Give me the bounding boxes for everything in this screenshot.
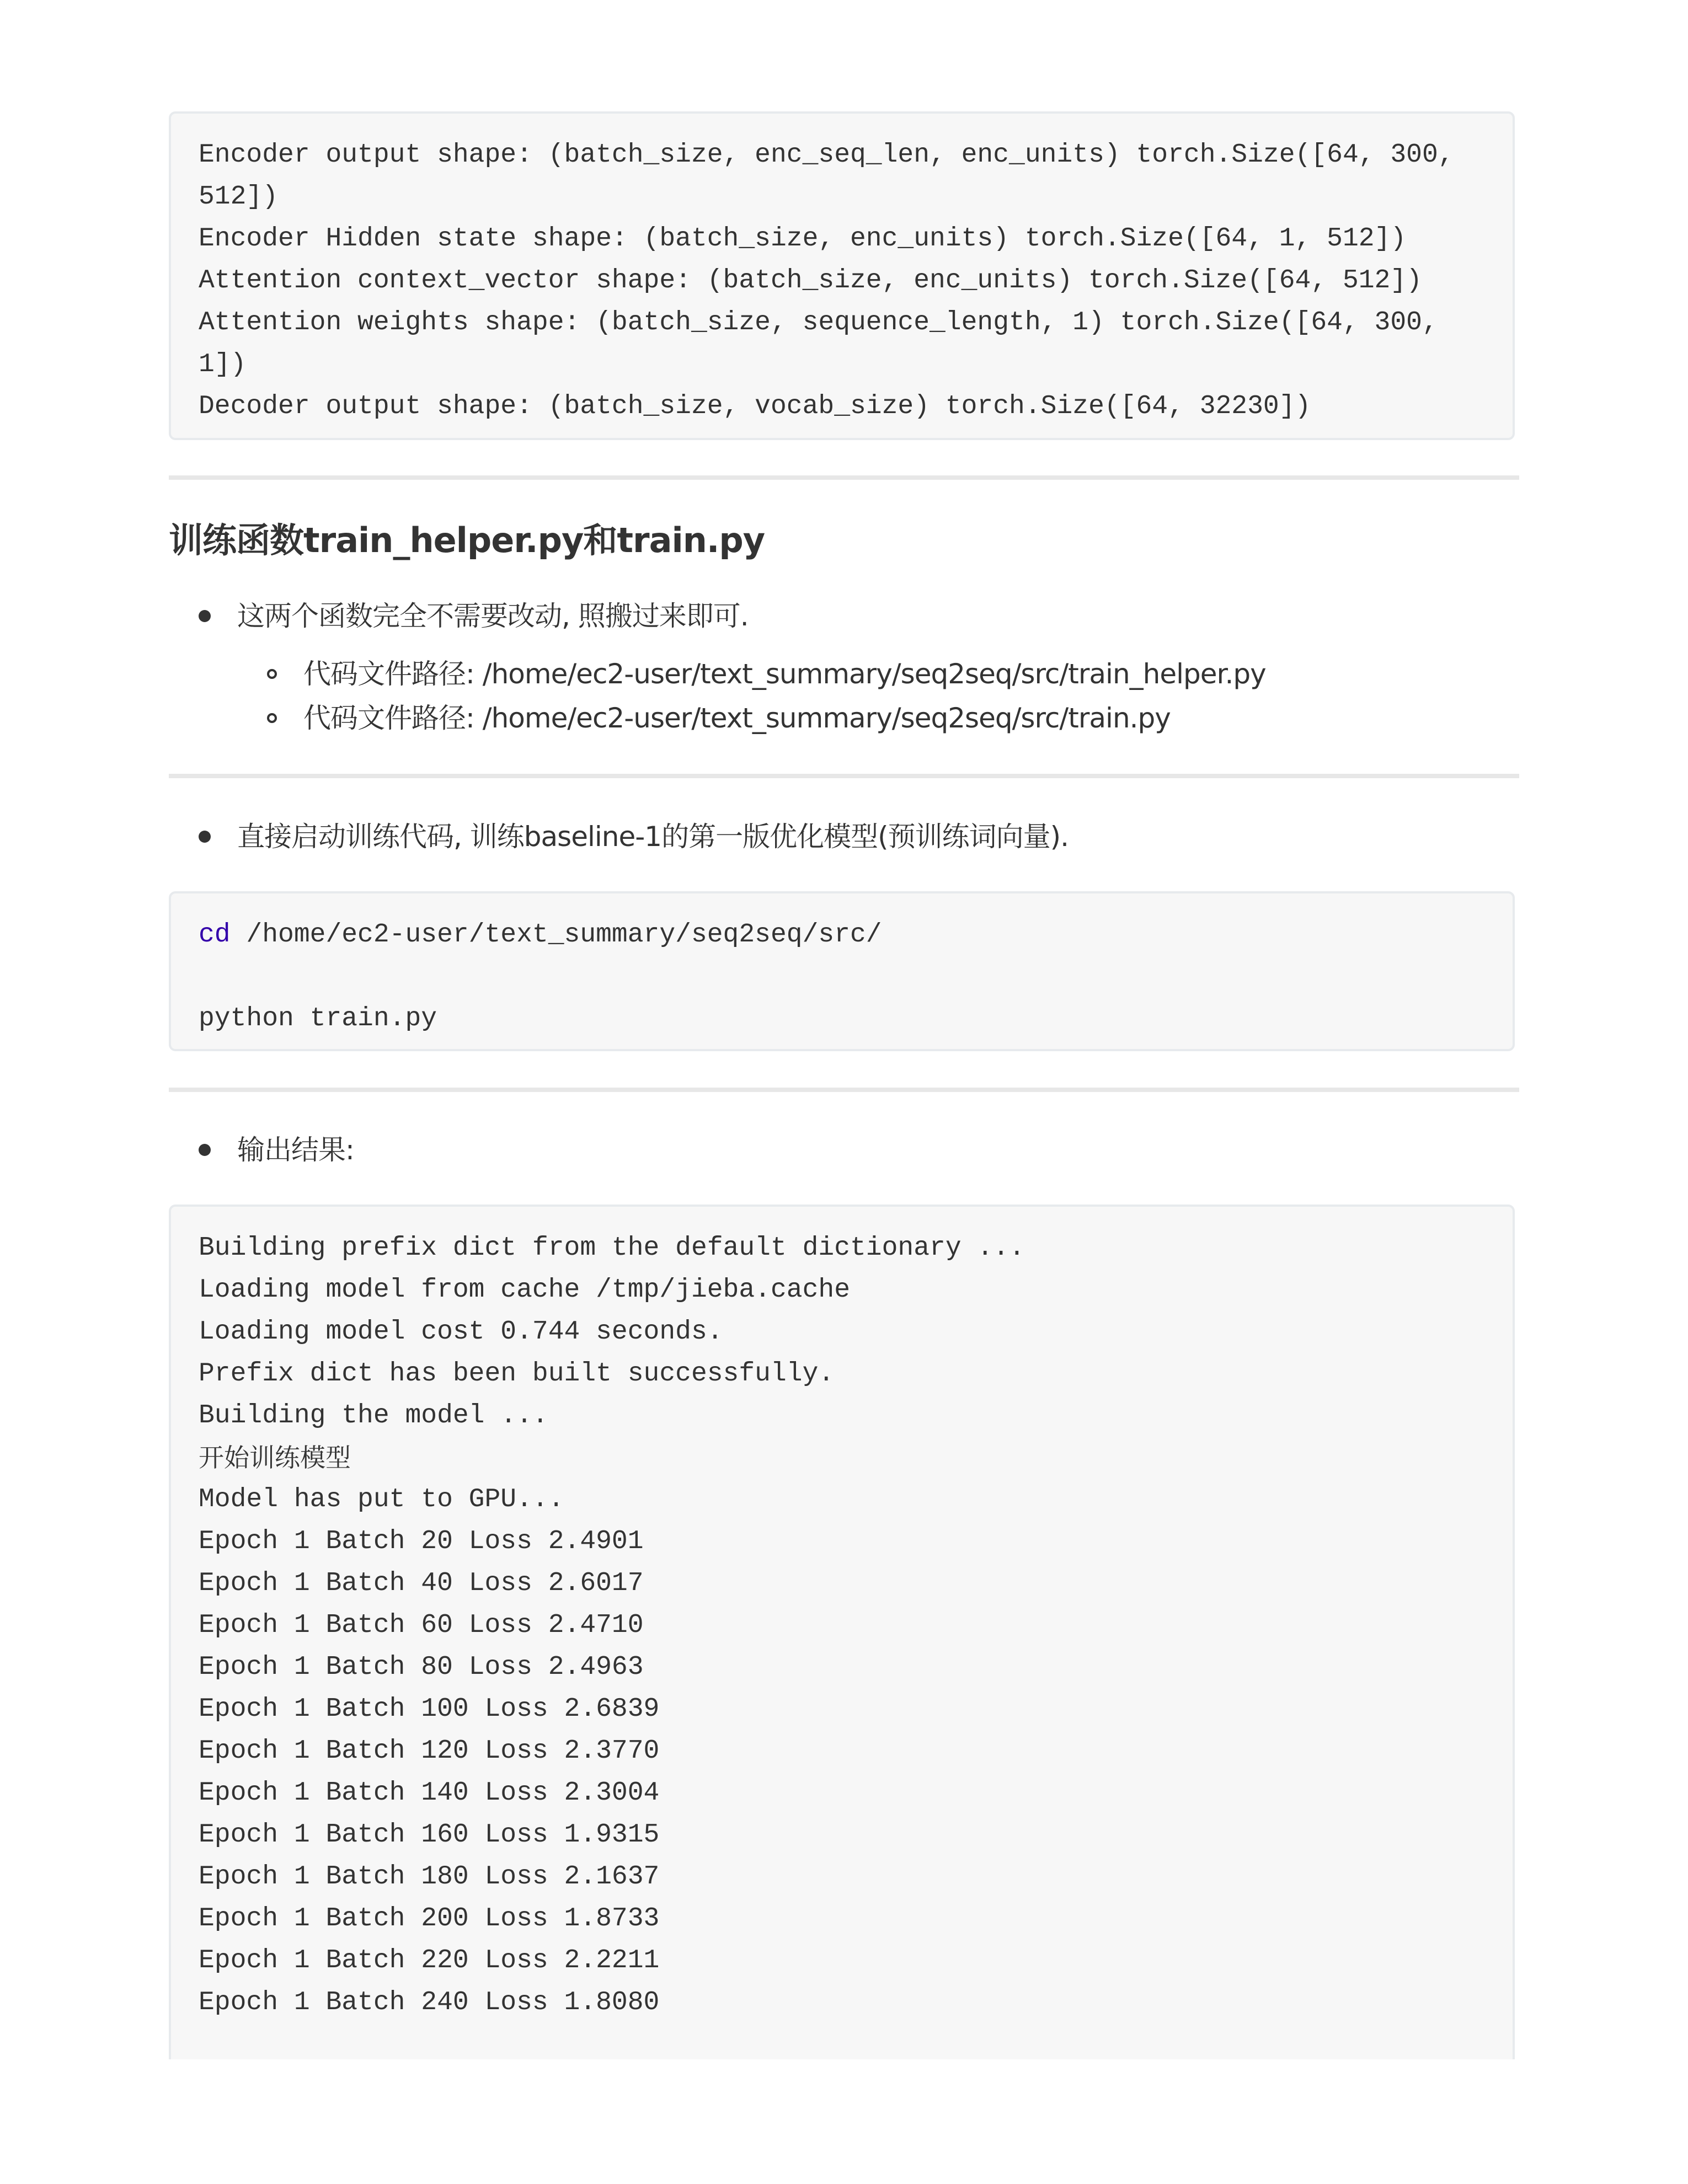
log-line: Epoch 1 Batch 180 Loss 2.1637	[199, 1862, 660, 1892]
sub-list-item-text: 代码文件路径: /home/ec2-user/text_summary/seq2seq/src/train.py	[303, 702, 1171, 734]
code-line: 1])	[199, 350, 247, 379]
code-line: Attention weights shape: (batch_size, sequence_length, 1) torch.Size([64, 300,	[199, 308, 1438, 338]
section-heading: 训练函数train_helper.py和train.py	[169, 520, 765, 560]
log-line: Loading model from cache /tmp/jieba.cache	[199, 1275, 850, 1305]
code-line-blank	[199, 956, 1513, 998]
sub-list-item-text: 代码文件路径: /home/ec2-user/text_summary/seq2seq/src/train_helper.py	[303, 658, 1266, 690]
log-line: Model has put to GPU...	[199, 1485, 564, 1514]
log-line: Epoch 1 Batch 100 Loss 2.6839	[199, 1694, 660, 1724]
list-item	[199, 1131, 354, 1169]
code-line: Encoder Hidden state shape: (batch_size, enc_units) torch.Size([64, 1, 512])	[199, 224, 1407, 254]
log-line: Prefix dict has been built successfully.	[199, 1359, 835, 1389]
list-item	[199, 597, 749, 635]
log-line: Building prefix dict from the default dictionary ...	[199, 1233, 1025, 1263]
log-line: Epoch 1 Batch 140 Loss 2.3004	[199, 1778, 660, 1808]
log-line: Epoch 1 Batch 20 Loss 2.4901	[199, 1527, 644, 1556]
log-line: Epoch 1 Batch 240 Loss 1.8080	[199, 1988, 660, 2017]
bullet-icon	[199, 831, 211, 843]
bullet-icon	[199, 610, 211, 622]
code-line: Decoder output shape: (batch_size, vocab_size) torch.Size([64, 32230])	[199, 392, 1311, 421]
horizontal-rule	[169, 1088, 1519, 1092]
shell-keyword-cd: cd	[199, 920, 231, 950]
log-line: Building the model ...	[199, 1401, 548, 1431]
hollow-bullet-icon	[267, 669, 277, 679]
list-item-text: 输出结果:	[237, 1134, 354, 1166]
log-line: Epoch 1 Batch 60 Loss 2.4710	[199, 1610, 644, 1640]
log-line: Epoch 1 Batch 220 Loss 2.2211	[199, 1946, 660, 1976]
log-line: Epoch 1 Batch 200 Loss 1.8733	[199, 1904, 660, 1934]
list-item	[199, 817, 1069, 856]
code-block-commands	[169, 891, 1515, 1051]
log-line: Epoch 1 Batch 160 Loss 1.9315	[199, 1820, 660, 1850]
code-line: 512])	[199, 182, 279, 212]
log-line	[199, 1437, 1513, 1479]
cd-path: /home/ec2-user/text_summary/seq2seq/src/	[230, 920, 882, 950]
horizontal-rule	[169, 475, 1519, 480]
code-line	[199, 914, 1513, 956]
code-line: Attention context_vector shape: (batch_size, enc_units) torch.Size([64, 512])	[199, 266, 1422, 296]
code-line: python train.py	[199, 1004, 437, 1034]
log-line: Epoch 1 Batch 80 Loss 2.4963	[199, 1652, 644, 1682]
list-item-text: 这两个函数完全不需要改动, 照搬过来即可.	[237, 600, 749, 632]
log-line: Epoch 1 Batch 120 Loss 2.3770	[199, 1736, 660, 1766]
hollow-bullet-icon	[267, 713, 277, 723]
sub-list-item	[267, 699, 1171, 737]
log-line: Epoch 1 Batch 40 Loss 2.6017	[199, 1569, 644, 1598]
bullet-icon	[199, 1144, 211, 1156]
sub-list-item	[267, 655, 1266, 693]
list-item-text: 直接启动训练代码, 训练baseline-1的第一版优化模型(预训练词向量).	[237, 821, 1069, 853]
log-line: Loading model cost 0.744 seconds.	[199, 1317, 723, 1347]
code-block-training-output	[169, 1205, 1515, 2059]
horizontal-rule	[169, 774, 1519, 778]
code-block-shapes	[169, 111, 1515, 440]
code-line: Encoder output shape: (batch_size, enc_seq_len, enc_units) torch.Size([64, 300,	[199, 140, 1454, 170]
log-line-cjk: 开始训练模型	[199, 1443, 351, 1473]
